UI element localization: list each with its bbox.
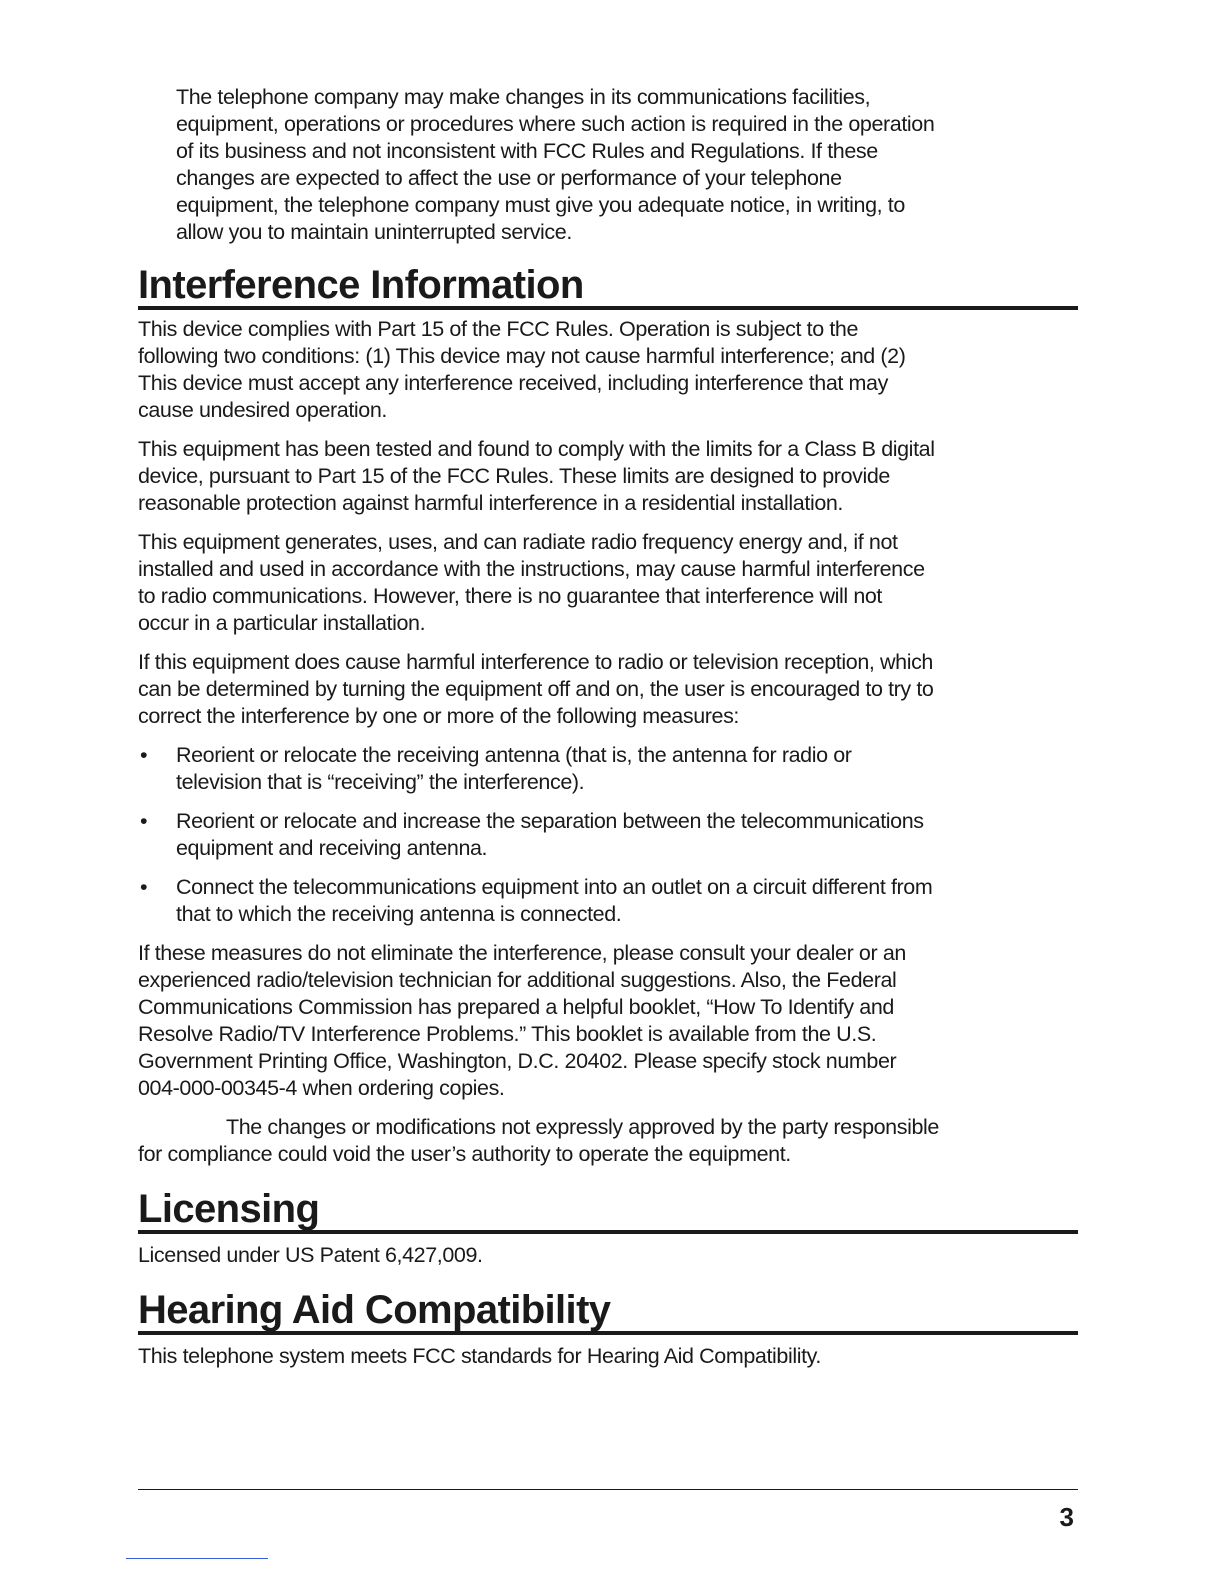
interference-heading: Interference Information	[138, 264, 1078, 310]
document-page	[138, 84, 1078, 1370]
list-item	[138, 874, 938, 928]
list-item-text: Reorient or relocate and increase the separation between the telecommunications equipment and receiving antenna.	[176, 809, 924, 860]
footer-divider	[138, 1489, 1078, 1490]
interference-paragraph-5: If these measures do not eliminate the interference, please consult your dealer or an experienced radio/television technician for additional suggestions. Also, the Federal Communications Commission has prepared a helpful booklet, “How To Identify and Resolve Radio/TV Interference Problems.” This booklet is available from the U.S. Government Printing Office, Washington, D.C. 20402. Please specify stock number 004-000-00345-4 when ordering copies.	[138, 941, 906, 1100]
bullet-icon: •	[140, 743, 148, 767]
bullet-icon: •	[140, 875, 148, 899]
list-item	[138, 808, 938, 862]
list-item	[138, 742, 938, 796]
page-number: 3	[1059, 1502, 1074, 1532]
hearing-aid-text: This telephone system meets FCC standards for Hearing Aid Compatibility.	[138, 1344, 821, 1368]
interference-paragraph-3: This equipment generates, uses, and can radiate radio frequency energy and, if not installed and used in accordance with the instructions, may cause harmful interference to radio communications. However, there is no guarantee that interference will not occur in a particular installation.	[138, 530, 925, 635]
licensing-heading: Licensing	[138, 1188, 1078, 1234]
list-item-text: Reorient or relocate the receiving antenna (that is, the antenna for radio or television that is “receiving” the interference).	[176, 743, 852, 794]
hearing-aid-heading: Hearing Aid Compatibility	[138, 1289, 1078, 1335]
decorative-line	[126, 1558, 268, 1559]
modifications-paragraph: The changes or modifications not expressly approved by the party responsible for compliance could void the user’s authority to operate the equipment.	[138, 1115, 939, 1166]
interference-paragraph-2: This equipment has been tested and found to comply with the limits for a Class B digital device, pursuant to Part 15 of the FCC Rules. These limits are designed to provide reasonable protection against harmful interference in a residential installation.	[138, 437, 935, 515]
measures-list	[138, 742, 1078, 928]
licensing-text: Licensed under US Patent 6,427,009.	[138, 1243, 483, 1267]
intro-paragraph: The telephone company may make changes in its communications facilities, equipment, operations or procedures where such action is required in the operation of its business and not inconsistent with FCC Rules and Regulations. If these changes are expected to affect the use or performance of your telephone equipment, the telephone company must give you adequate notice, in writing, to allow you to maintain uninterrupted service.	[176, 85, 935, 244]
bullet-icon: •	[140, 809, 148, 833]
list-item-text: Connect the telecommunications equipment into an outlet on a circuit different from that to which the receiving antenna is connected.	[176, 875, 933, 926]
interference-paragraph-4: If this equipment does cause harmful interference to radio or television reception, which can be determined by turning the equipment off and on, the user is encouraged to try to correct the interference by one or more of the following measures:	[138, 650, 934, 728]
interference-paragraph-1: This device complies with Part 15 of the FCC Rules. Operation is subject to the following two conditions: (1) This device may not cause harmful interference; and (2) This device must accept any interference received, including interference that may cause undesired operation.	[138, 317, 906, 422]
